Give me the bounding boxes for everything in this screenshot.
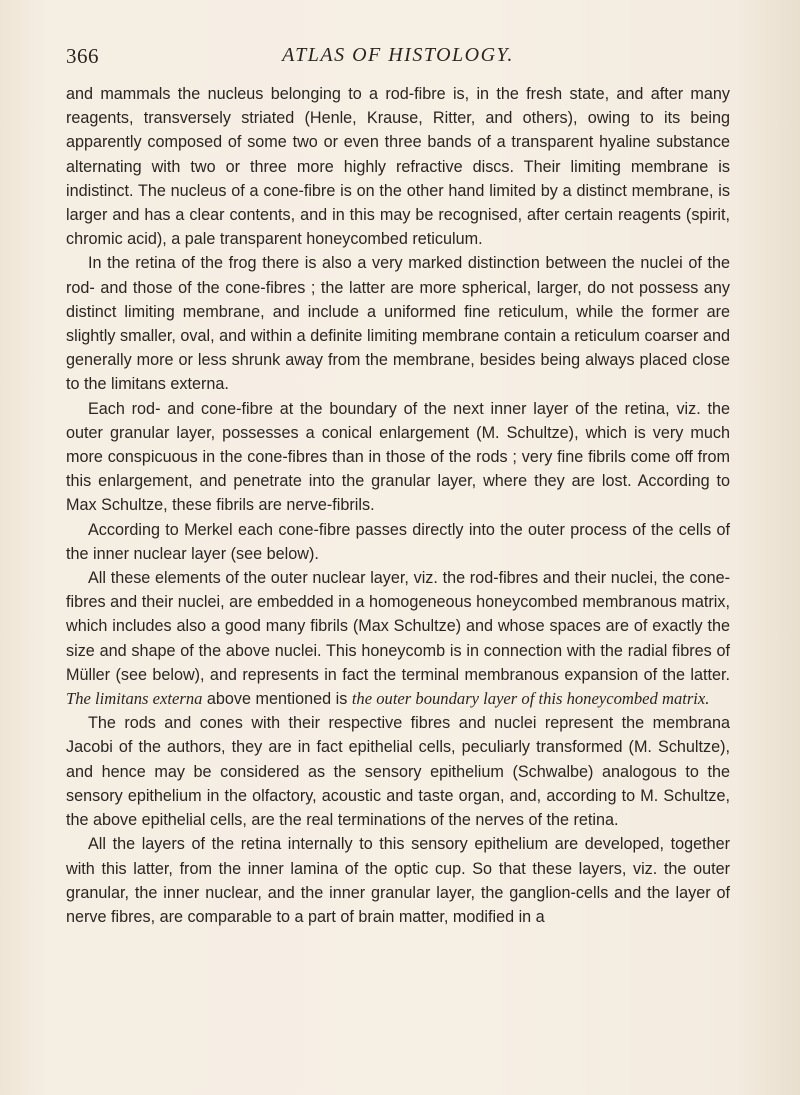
paragraph-5-middle: above mentioned is [206,690,348,709]
paragraph-6: The rods and cones with their respective fibres and nuclei represent the membrana Jacobi of the authors, they are in fact epithelial cells, peculiarly transformed (M. Schultze), and hence may be considered as the sensory epithelium (Schwalbe) analogous to the sensory epithelium in the olfactory, acoustic and taste organ, and, according to M. Schultze, the above epithelial cells, are the real terminations of the nerves of the retina. [66,714,730,830]
running-head [66,44,730,74]
paragraph-7: All the layers of the retina internally to this sensory epithelium are developed, together with this latter, from the inner lamina of the optic cup. So that these layers, viz. the outer granular, the inner nuclear, and the inner granular layer, the ganglion-cells and the layer of nerve fibres, are comparable to a part of brain matter, modified in a [66,835,730,926]
italic-limitans-externa: The limitans externa [66,689,203,709]
paragraph-3: Each rod- and cone-fibre at the boundary of the next inner layer of the retina, viz. the outer granular layer, possesses a conical enlargement (M. Schultze), which is very much more conspicuous in the cone-fibres than in those of the rods ; very fine fibrils come off from this enlargement, and penetrate into the granular layer, where they are lost. According to Max Schultze, these fibrils are nerve-fibrils. [66,399,730,515]
running-title: ATLAS OF HISTOLOGY. [282,44,514,66]
paragraph-1: and mammals the nucleus belonging to a rod-fibre is, in the fresh state, and after many reagents, transversely striated (Henle, Krause, Ritter, and others), owing to its being apparently composed of some two or even three bands of a transparent hyaline substance alternating with two or three more highly refractive discs. Their limiting membrane is indistinct. The nucleus of a cone-fibre is on the other hand limited by a distinct membrane, is larger and has a clear contents, and in this may be recognised, after certain reagents (spirit, chromic acid), a pale transparent honeycombed reticulum. [66,85,730,249]
paragraph-5-text: All these elements of the outer nuclear layer, viz. the rod-fibres and their nuclei, the cone-fibres and their nuclei, are embedded in a homogeneous honeycombed membranous matrix, which includes also a good many fibrils (Max Schultze) and whose spaces are of exactly the size and shape of the above nuclei. This honeycomb is in connection with the radial fibres of Müller (see below), and represents in fact the terminal membranous expansion of the latter. [66,569,730,684]
page-number: 366 [66,44,99,68]
body-text [66,82,730,929]
paragraph-5 [66,566,730,711]
italic-outer-boundary-layer: the outer boundary layer of this honeycombed matrix. [351,689,710,709]
paragraph-4: According to Merkel each cone-fibre passes directly into the outer process of the cells of the inner nuclear layer (see below). [66,520,730,563]
paragraph-2: In the retina of the frog there is also a very marked distinction between the nuclei of the rod- and those of the cone-fibres ; the latter are more spherical, larger, do not possess any distinct limiting membrane, and include a uniformed fine reticulum, while the former are slightly smaller, oval, and within a definite limiting membrane contain a reticulum coarser and generally more or less shrunk away from the membrane, besides being always placed close to the limitans externa. [66,254,730,394]
